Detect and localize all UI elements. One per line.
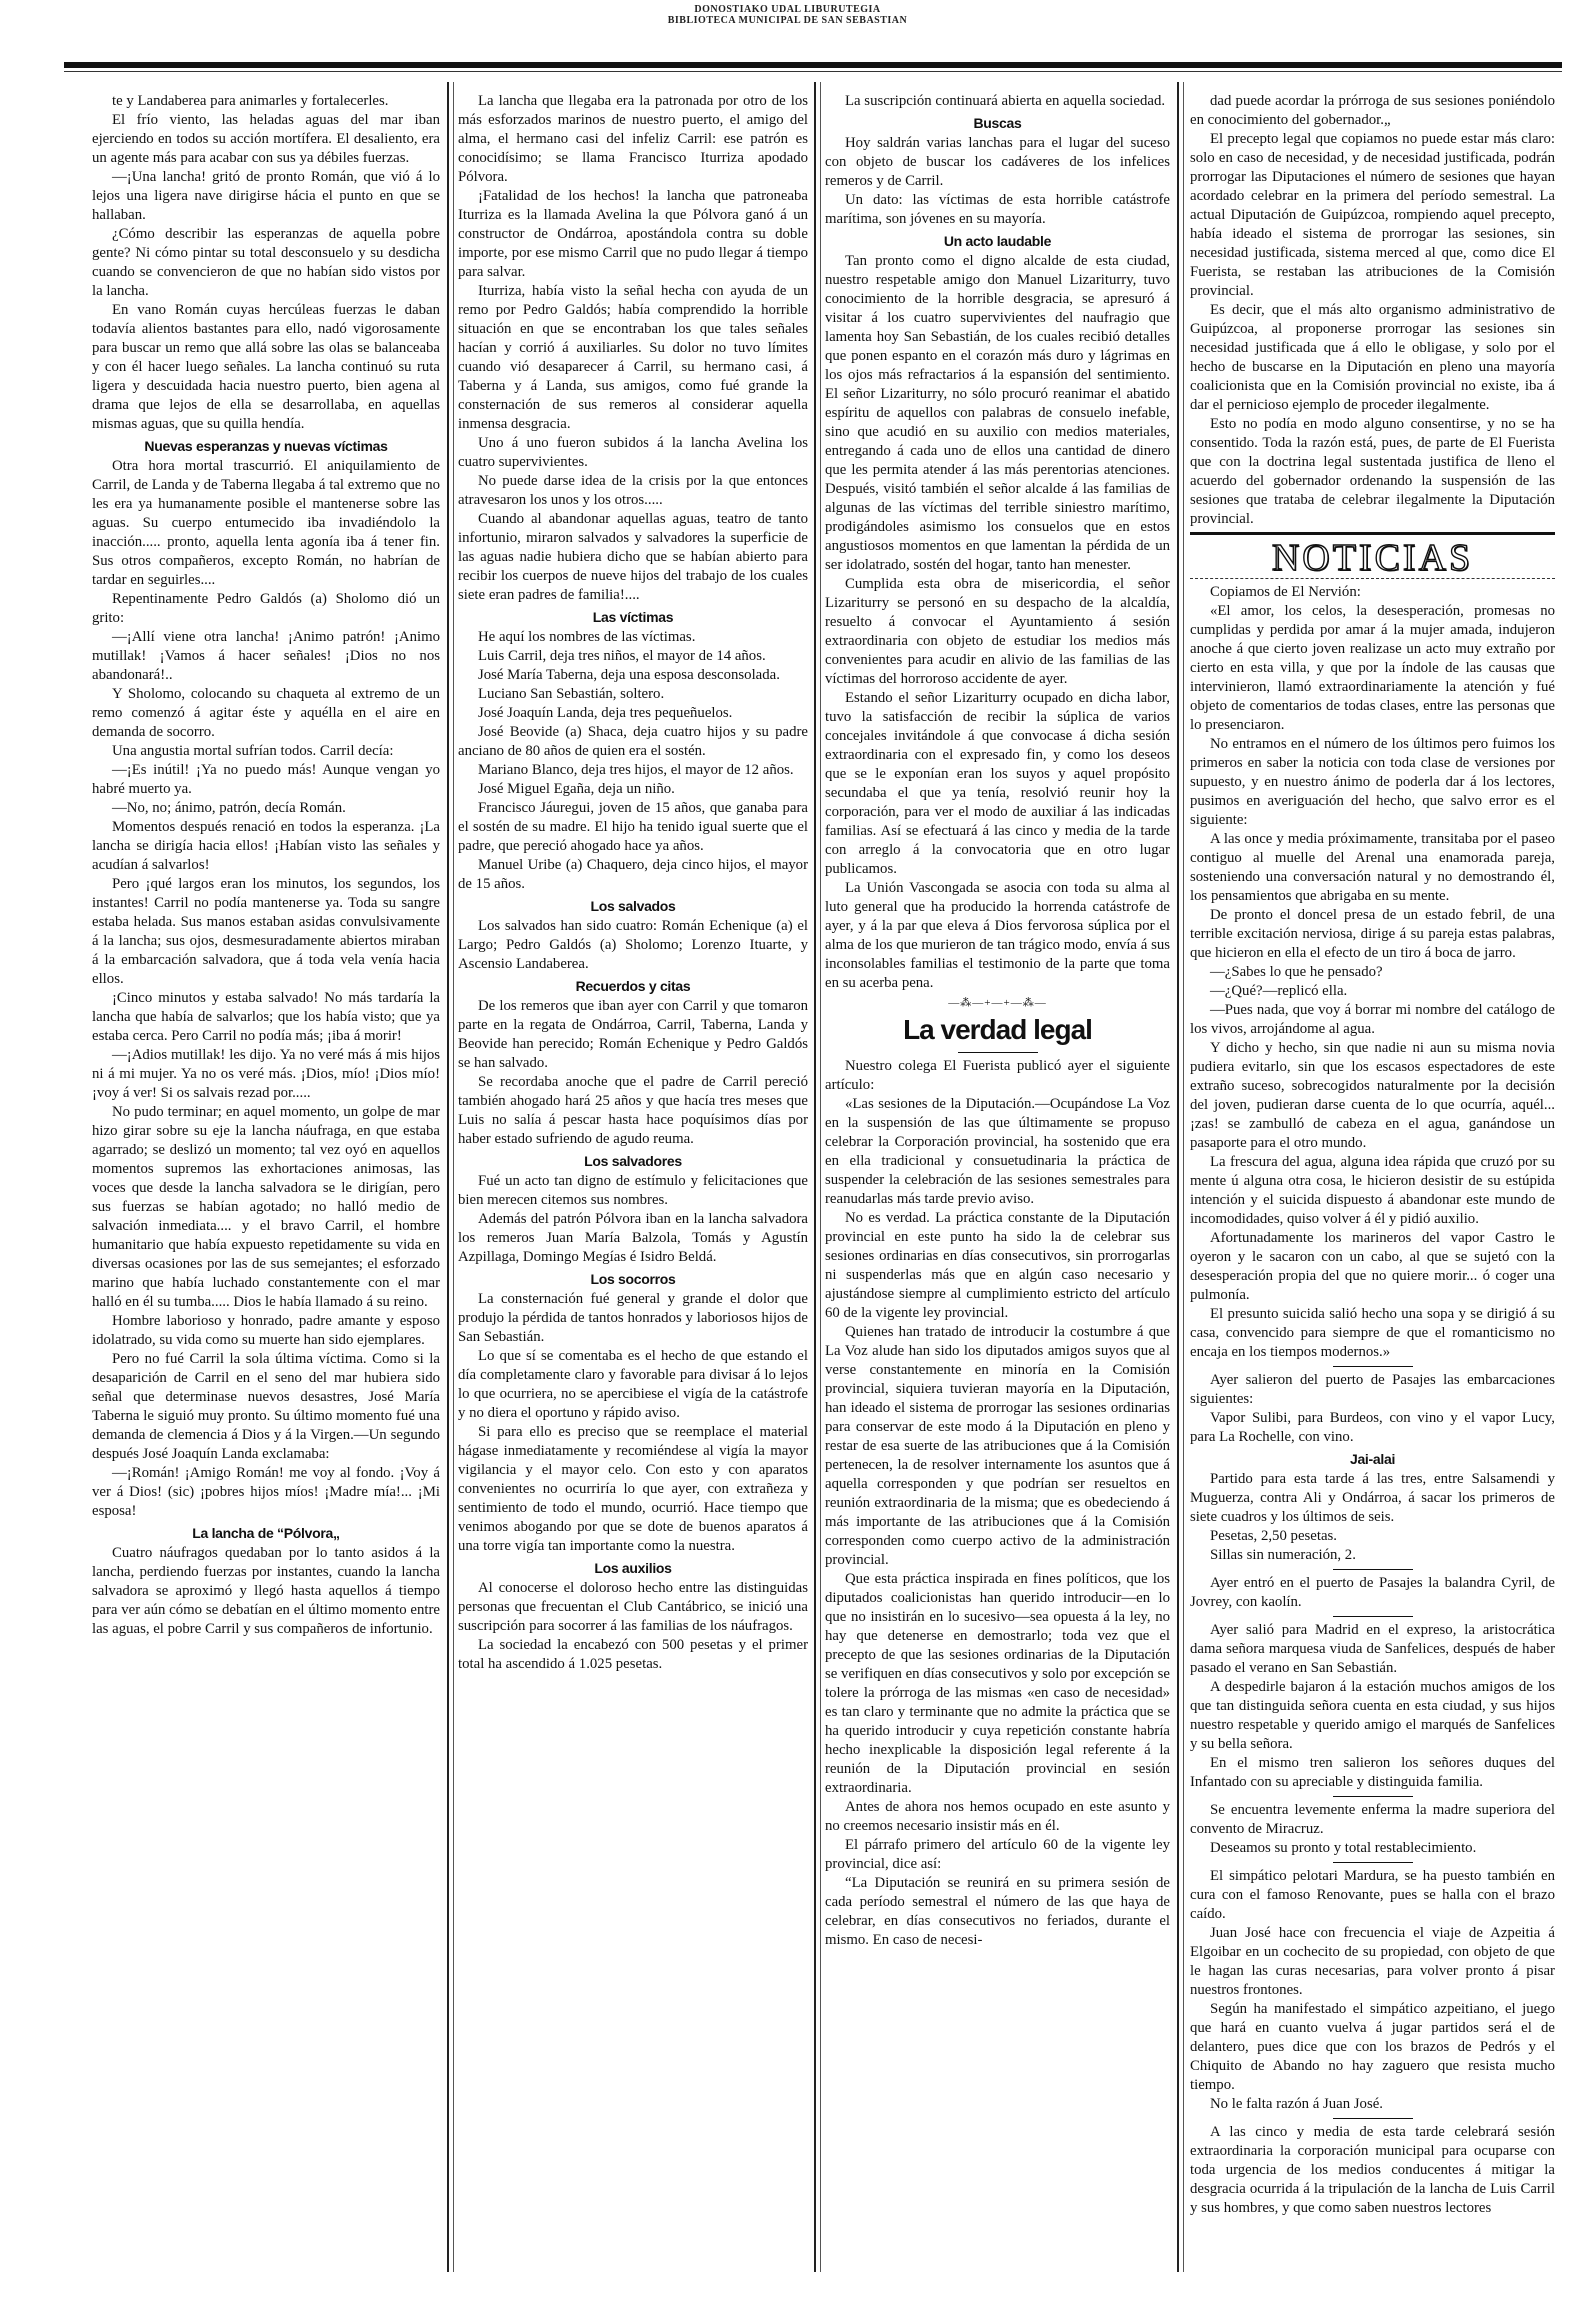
paragraph: El simpático pelotari Mardura, se ha puesto también en cura con el famoso Renovante, pues se halla con el brazo caído. xyxy=(1190,1868,1555,1922)
section-heading: Nuevas esperanzas y nuevas víctimas xyxy=(144,438,388,454)
separator-rule xyxy=(1333,1366,1413,1367)
section-title-noticias: NOTICIAS xyxy=(1190,532,1555,579)
paragraph: De pronto el doncel presa de un estado febril, de una terrible excitación nerviosa, dirige á su pareja estas palabras, que hicieron en ella el efecto de un tiro á boca de jarro. xyxy=(1190,907,1555,961)
paragraph: Pero ¡qué largos eran los minutos, los segundos, los instantes! Carril no podía mantenerse ya. Toda su sangre estaba helada. Sus manos estaban asidas convulsivamente á la lancha; sus ojos, desmesuradamente abiertos miraban á la embarcación salvadora, que á toda vela venía hacia ellos. xyxy=(92,876,440,987)
paragraph: Y Sholomo, colocando su chaqueta al extremo de un remo comenzó á agitar éste y aquélla en el aire en demanda de socorro. xyxy=(92,686,440,740)
paragraph: Fué un acto tan digno de estímulo y felicitaciones que bien merecen citemos sus nombres. xyxy=(458,1173,808,1208)
paragraph: Estando el señor Lizariturry ocupado en dicha labor, tuvo la satisfacción de recibir la súplica de varios concejales invitándole á que convocase á dicha sesión extraordinaria con el expresado fin, y como los deseos que se le exponían eran los suyos y aquel propósito secundaba el que ya tenía, resolvió reunir hoy la corporación, para ver el modo de auxiliar á las indicadas familias. Así se efectuará á las cinco y media de la tarde con arreglo á la convocatoria que en otro lugar publicamos. xyxy=(825,690,1170,877)
paragraph: —¿Sabes lo que he pensado? xyxy=(1210,964,1383,980)
paragraph: José Miguel Egaña, deja un niño. xyxy=(478,781,675,797)
paragraph: Francisco Jáuregui, joven de 15 años, que ganaba para el sostén de su madre. El hijo ha tenido igual suerte que el padre, que pereció ahogado hace ya años. xyxy=(458,800,808,854)
section-heading: Buscas xyxy=(973,115,1022,131)
paragraph: Pesetas, 2,50 pesetas. xyxy=(1210,1528,1337,1544)
paragraph: Afortunadamente los marineros del vapor Castro le oyeron y le sacaron con un cabo, al que se sujetó con la desesperación propia del que no quiere morir... ó coger una pulmonía. xyxy=(1190,1230,1555,1303)
paragraph: José Joaquín Landa, deja tres pequeñuelos. xyxy=(478,705,733,721)
paragraph: El precepto legal que copiamos no puede estar más claro: solo en caso de necesidad, y de necesidad justificada, podrán prorrogar las Diputaciones el número de sesiones que hayan acordado celebrar en la primera del período semestral. La actual Diputación de Guipúzcoa, rompiendo aquel precepto, había ideado el sistema de prorrogar las sesiones, sin necesidad justificada, sistema merced al que, como dice El Fuerista, se restaban las atribuciones de la Comisión provincial. xyxy=(1190,131,1555,299)
separator-rule xyxy=(1333,1796,1413,1797)
paragraph: Además del patrón Pólvora iban en la lancha salvadora los remeros Juan María Balzola, Tomás y Agustín Azpillaga, Domingo Megías é Isidro Beldá. xyxy=(458,1211,808,1265)
paragraph: Antes de ahora nos hemos ocupado en este asunto y no creemos necesario insistir más en él. xyxy=(825,1799,1170,1834)
paragraph: Según ha manifestado el simpático azpeitiano, el juego que hará en cuanto vuelva á jugar partidos será el de delantero, pues dice que con los brazos de Pedrós y el Chiquito de Abando no hay zaguero que resista mucho tiempo. xyxy=(1190,2001,1555,2093)
paragraph: Sillas sin numeración, 2. xyxy=(1210,1547,1356,1563)
paragraph: Cuatro náufragos quedaban por lo tanto asidos á la lancha, perdiendo fuerzas por instantes, cuando la lancha salvadora se aproximó y llegó hasta aquellos á tiempo para ver aún cómo se debatían en el último momento entre las aguas, el pobre Carril y sus compañeros de infortunio. xyxy=(92,1545,440,1637)
paragraph: Tan pronto como el digno alcalde de esta ciudad, nuestro respetable amigo don Manuel Lizariturry, tuvo conocimiento de la horrible desgracia, se apresuró á visitar á los cuatro supervivientes del naufragio que lamenta hoy San Sebastián, de los cuales recibió detalles que ponen espanto en el corazón más duro y lágrimas en los ojos más refractarios á la espansión del sentimiento. El señor Lizariturry, no sólo procuró reanimar el abatido espíritu de aquellos con palabras de consuelo inefable, sino que acudió en su auxilio con medios materiales, entregando á cada uno de ellos una cantidad de dinero que les permita atender á las más perentorias atenciones. Después, visitó también el señor alcalde á las familias de algunas de las víctimas del terrible siniestro marítimo, prodigándoles asimismo los consuelos que en estos angustiosos momentos en que lamentan la pérdida de un ser idolatrado, sostén del hogar, tanto han menester. xyxy=(825,253,1170,573)
paragraph: Que esta práctica inspirada en fines políticos, que los diputados coalicionistas han querido introducir—en lo que no insistirán en lo sucesivo—sea opuesta á la ley, no hay que detenerse en demostrarlo; toda vez que el precepto de que las sesiones ordinarias de la Diputación se verifiquen en días consecutivos y solo por excepción se tolere la prórroga de las mismas «en caso de necesidad» es tan claro y terminante que no admite la práctica que se ha querido introducir y cuya repetición constante habría hecho inexplicable la disposición legal referente á la reunión de la Diputación provincial en sesión extraordinaria. xyxy=(825,1571,1170,1796)
paragraph: La consternación fué general y grande el dolor que produjo la pérdida de tantos honrados y laboriosos hijos de San Sebastián. xyxy=(458,1291,808,1345)
paragraph: Ayer salieron del puerto de Pasajes las embarcaciones siguientes: xyxy=(1190,1372,1555,1407)
paragraph: Y dicho y hecho, sin que nadie ni aun su misma novia pudiera evitarlo, sin que los escasos espectadores de este extraño suceso, sobrecogidos naturalmente por la decisión del joven, pudieran darse cuenta de lo que ocurría, aquél... ¡zas! se zambulló de cabeza en el agua, ganándose un pasaporte para el otro mundo. xyxy=(1190,1040,1555,1151)
paragraph: —Pues nada, que voy á borrar mi nombre del catálogo de los vivos, arrojándome al agua. xyxy=(1190,1002,1555,1037)
paragraph: Repentinamente Pedro Galdós (a) Sholomo dió un grito: xyxy=(92,591,440,626)
paragraph: No pudo terminar; en aquel momento, un golpe de mar hizo girar sobre su eje la lancha náufraga, en que estaba agarrado; se deslizó un momento; tal vez oyó en aquellos momentos supremos las exhortaciones animosas, las voces que desde la lancha salvadora se le dirigían, pero sus fuerzas se habían agotado; no halló medio de salvación inmediata.... y el bravo Carril, el hombre humanitario que había expuesto repetidamente su vida en diversas ocasiones por las de sus semejantes; el esforzado marino que había luchado constantemente con el mar halló en él su tumba..... Dios le había llamado á su reino. xyxy=(92,1104,440,1310)
paragraph: Es decir, que el más alto organismo administrativo de Guipúzcoa, al proponerse prorrogar las sesiones sin necesidad justificada que á ello le obligase, y solo por el hecho de buscarse en la Diputación en pleno una mayoría coalicionista que en la Comisión provincial no existe, iba á dar el pernicioso ejemplo de proceder ilegalmente. xyxy=(1190,302,1555,413)
paragraph: Se encuentra levemente enferma la madre superiora del convento de Miracruz. xyxy=(1190,1802,1555,1837)
paragraph: ¡Cinco minutos y estaba salvado! No más tardaría la lancha que había de salvarlos; que los había visto; que ya estaba cerca. Pero Carril no podía más; ¡iba á morir! xyxy=(92,990,440,1044)
paragraph: La Unión Vascongada se asocia con toda su alma al luto general que ha producido la horrenda catástrofe de ayer, y á la par que eleva á Dios fervorosa súplica por el alma de los que murieron de tan trágico modo, envía á sus inconsolables familias el testimonio de la parte que toma en su acerba pena. xyxy=(825,880,1170,991)
paragraph: «El amor, los celos, la desesperación, promesas no cumplidas y perdida por amar á la mujer amada, indujeron anoche á que cierto joven realizase un acto muy extraño por cierto en esta villa, y que por la índole de las causas que intervinieron, llamó extraordinariamente la atención y fué objeto de comentarios de todas clases, entre las personas que lo presenciaron. xyxy=(1190,603,1555,733)
separator-rule xyxy=(1333,1569,1413,1570)
paragraph: Ayer entró en el puerto de Pasajes la balandra Cyril, de Jovrey, con kaolín. xyxy=(1190,1575,1555,1610)
paragraph: Lo que sí se comentaba es el hecho de que estando el día completamente claro y favorable para divisar á lo lejos lo que ocurriera, no se apercibiese el vigía de la catástrofe y no diera el oportuno y rápido aviso. xyxy=(458,1348,808,1421)
separator-rule xyxy=(958,1052,1038,1053)
paragraph: —¡Una lancha! gritó de pronto Román, que vió á lo lejos una ligera nave dirigirse hácia el punto en que se hallaban. xyxy=(92,169,440,223)
library-stamp xyxy=(0,4,1575,26)
paragraph: Nuestro colega El Fuerista publicó ayer el siguiente artículo: xyxy=(825,1058,1170,1093)
paragraph: De los remeros que iban ayer con Carril y que tomaron parte en la regata de Ondárroa, Carril, Taberna, Landa y Beovide han perecido; Román Echenique y Pedro Galdós se han salvado. xyxy=(458,998,808,1071)
section-heading: Recuerdos y citas xyxy=(575,978,691,994)
paragraph: José Beovide (a) Shaca, deja cuatro hijos y su padre anciano de 80 años de quien era el sostén. xyxy=(458,724,808,759)
paragraph: A las once y media próximamente, transitaba por el paseo contiguo al muelle del Arenal una enamorada pareja, sosteniendo una conversación natural y no demostrando él, los pensamientos que abrigaba en su mente. xyxy=(1190,831,1555,904)
ornament-rule: —⁂—+—+—⁂— xyxy=(948,997,1047,1009)
paragraph: Se recordaba anoche que el padre de Carril pereció también ahogado hará 25 años y que hacía tres meses que Luis no salía á pescar hasta hace poquísimos días por haber estado sufriendo de agudo reuma. xyxy=(458,1074,808,1147)
paragraph: El presunto suicida salió hecho una sopa y se dirigió á su casa, convencido para siempre de que el romanticismo no encaja en los tiempos modernos.» xyxy=(1190,1306,1555,1360)
paragraph: dad puede acordar la prórroga de sus sesiones poniéndolo en conocimiento del gobernador.„ xyxy=(1190,93,1555,128)
paragraph: Al conocerse el doloroso hecho entre las distinguidas personas que frecuentan el Club Cantábrico, se inició una suscripción para socorrer á las familias de los náufragos. xyxy=(458,1580,808,1634)
paragraph: Pero no fué Carril la sola última víctima. Como si la desaparición de Carril en el seno del mar hubiera sido señal que determinase nuevos desastres, José María Taberna le siguió muy pronto. Su último momento fué una demanda de clemencia á Dios y á la Virgen.—Un segundo después José Joaquín Landa exclamaba: xyxy=(92,1351,440,1462)
library-name-spanish: BIBLIOTECA MUNICIPAL DE SAN SEBASTIAN xyxy=(667,15,908,26)
paragraph: Iturriza, había visto la señal hecha con ayuda de un remo por Pedro Galdós; había comprendido la horrible situación en que se encontraban los que tales señales hacían y corrió á auxiliarles. Su dolor no tuvo límites cuando vió desaparecer á Carril, su hermano casi, á Taberna y á Landa, sus amigos, como fué grande la consternación de sus remeros al considerar aquella inmensa desgracia. xyxy=(458,283,808,432)
paragraph: —¡Román! ¡Amigo Román! me voy al fondo. ¡Voy á ver á Dios! (sic) ¡pobres hijos míos! ¡Madre mía!... ¡Mi esposa! xyxy=(92,1465,440,1519)
paragraph: Partido para esta tarde á las tres, entre Salsamendi y Muguerza, contra Ali y Ondárroa, á sacar los primeros de siete cuadros y los últimos de seis. xyxy=(1190,1471,1555,1525)
paragraph: —¡Es inútil! ¡Ya no puedo más! Aunque vengan yo habré muerto ya. xyxy=(92,762,440,797)
separator-rule xyxy=(1333,2118,1413,2119)
paragraph: Uno á uno fueron subidos á la lancha Avelina los cuatro supervivientes. xyxy=(458,435,808,470)
paragraph: La sociedad la encabezó con 500 pesetas y el primer total ha ascendido á 1.025 pesetas. xyxy=(458,1637,808,1672)
paragraph: —¡Adios mutillak! les dijo. Ya no veré más á mis hijos ni á mi mujer. Ya no os veré más. ¡Dios, mío! ¡Dios mío! ¡voy á ver! Si os salvais rezad por..... xyxy=(92,1047,440,1101)
section-heading: Los auxilios xyxy=(594,1560,672,1576)
section-heading: Un acto laudable xyxy=(943,233,1052,249)
paragraph: La lancha que llegaba era la patronada por otro de los más esforzados marinos de nuestro puerto, el amigo del alma, el hermano casi del infeliz Carril: ese patrón es conocidísimo; se llama Francisco Iturriza apodado Pólvora. xyxy=(458,93,808,185)
section-heading: La lancha de “Pólvora„ xyxy=(192,1525,340,1541)
paragraph: El párrafo primero del artículo 60 de la vigente ley provincial, dice así: xyxy=(825,1837,1170,1872)
paragraph: Un dato: las víctimas de esta horrible catástrofe marítima, son jóvenes en su mayoría. xyxy=(825,192,1170,227)
paragraph: En el mismo tren salieron los señores duques del Infantado con su apreciable y distinguida familia. xyxy=(1190,1755,1555,1790)
paragraph: Hoy saldrán varias lanchas para el lugar del suceso con objeto de buscar los cadáveres de los infelices remeros y de Carril. xyxy=(825,135,1170,189)
top-rule xyxy=(64,62,1562,68)
section-heading: Los socorros xyxy=(590,1271,676,1287)
paragraph: Vapor Sulibi, para Burdeos, con vino y el vapor Lucy, para La Rochelle, con vino. xyxy=(1190,1410,1555,1445)
column-4 xyxy=(1190,92,1555,2218)
paragraph: Hombre laborioso y honrado, padre amante y esposo idolatrado, su vida como su muerte han sido ejemplares. xyxy=(92,1313,440,1348)
paragraph: Quienes han tratado de introducir la costumbre á que La Voz alude han sido los diputados amigos suyos que al verse constantemente en minoría en la Comisión provincial, siquiera tuvieran mayoría en la Diputación, han ideado el sistema de prorrogar las sesiones ordinarias para conservar de este modo á la Diputación en pleno y restar de esa suerte de las atribuciones que á la Comisión pertenecen, la de resolver internamente los asuntos que á aquella corresponden y que podrían ser resueltos en reunión extraordinaria de la misma; que es obedeciendo á más importante de las atribuciones que á la Comisión corresponden como cuerpo activo de la administración provincial. xyxy=(825,1324,1170,1568)
paragraph: No es verdad. La práctica constante de la Diputación provincial en este punto ha sido la de celebrar sus sesiones ordinarias en días consecutivos, sin prorrogarlas ni suspenderlas más que en algún caso necesario y ajustándose siempre al cumplimiento estricto del artículo 60 de la vigente ley provincial. xyxy=(825,1210,1170,1321)
section-heading: Jai-alai xyxy=(1349,1451,1396,1467)
section-heading: Las víctimas xyxy=(592,609,674,625)
section-heading: Los salvados xyxy=(590,898,676,914)
column-2 xyxy=(458,92,808,1674)
paragraph: Manuel Uribe (a) Chaquero, deja cinco hijos, el mayor de 15 años. xyxy=(458,857,808,892)
column-divider xyxy=(447,82,454,2272)
separator-rule xyxy=(1333,1616,1413,1617)
paragraph: Otra hora mortal trascurrió. El aniquilamiento de Carril, de Landa y de Taberna llegaba á tal extremo que no les era ya humanamente posible el mantenerse sobre las aguas. Su cuerpo entumecido iba invadiéndolo la inacción..... pronto, aquella lenta agonía iba á tener fin. Sus otros compañeros, excepto Román, no habrían de tardar en seguirles.... xyxy=(92,458,440,588)
column-3 xyxy=(825,92,1170,1950)
paragraph: Deseamos su pronto y total restablecimiento. xyxy=(1210,1840,1477,1856)
paragraph: Momentos después renació en todos la esperanza. ¡La lancha se dirigía hacia ellos! ¡Habían visto las señales y acudían á salvarlos! xyxy=(92,819,440,873)
article-headline: La verdad legal xyxy=(903,1014,1092,1045)
paragraph: En vano Román cuyas hercúleas fuerzas le daban todavía alientos bastantes para ello, nadó vigorosamente para buscar un remo que allá sobre las olas se balanceaba y con él hacer luego señales. La lancha continuó su ruta ligera y descuidada hacia nuestro puerto, bien agena al drama que lejos de ella se desarrollaba, en aquellas mismas aguas, que su quilla hendía. xyxy=(92,302,440,432)
paragraph: Si para ello es preciso que se reemplace el material hágase inmediatamente y recomiéndese al vigía la mayor vigilancia y el mayor celo. Con esto y con aparatos convenientes no ocurriría lo que ayer, con extrañeza y sentimiento de todo el mundo, ocurrió. Hace tiempo que venimos abogando por que se dote de buenos aparatos á una torre vigía tan importante como la nuestra. xyxy=(458,1424,808,1554)
paragraph: La suscripción continuará abierta en aquella sociedad. xyxy=(845,93,1166,109)
paragraph: “La Diputación se reunirá en su primera sesión de cada período semestral el número de las que haya de celebrar, en días consecutivos no feriados, durante el mismo. En caso de necesi- xyxy=(825,1875,1170,1948)
paragraph: te y Landaberea para animarles y fortalecerles. xyxy=(112,93,389,109)
paragraph: He aquí los nombres de las víctimas. xyxy=(478,629,696,645)
section-heading: Los salvadores xyxy=(584,1153,682,1169)
paragraph: «Las sesiones de la Diputación.—Ocupándose La Voz en la suspensión de las que últimamente se propuso celebrar la Corporación provincial, ha sostenido que era en ella tradicional y consuetudinaria la práctica de suspender la celebración de las sesiones semestrales para reanudarlas más tarde previo aviso. xyxy=(825,1096,1170,1207)
paragraph: —¡Allí viene otra lancha! ¡Animo patrón! ¡Animo mutillak! ¡Vamos á hacer señales! ¡Dios no nos abandonará!.. xyxy=(92,629,440,683)
paragraph: Los salvados han sido cuatro: Román Echenique (a) el Largo; Pedro Galdós (a) Sholomo; Lorenzo Ituarte, y Ascensio Landaberea. xyxy=(458,918,808,972)
column-1 xyxy=(92,92,440,1639)
paragraph: —No, no; ánimo, patrón, decía Román. xyxy=(112,800,346,816)
paragraph: Cumplida esta obra de misericordia, el señor Lizariturry se personó en su despacho de la alcaldía, resuelto á convocar el Ayuntamiento á sesión extraordinaria con objeto de estudiar los medios más convenientes para acudir en alivio de las familias de las víctimas del horroroso accidente de ayer. xyxy=(825,576,1170,687)
paragraph: José María Taberna, deja una esposa desconsolada. xyxy=(478,667,780,683)
paragraph: Mariano Blanco, deja tres hijos, el mayor de 12 años. xyxy=(478,762,794,778)
separator-rule xyxy=(1333,1862,1413,1863)
paragraph: ¡Fatalidad de los hechos! la lancha que patroneaba Iturriza es la llamada Avelina la que Pólvora ganó á un constructor de Ondárroa, apostándola contra su doble importe, por ese mismo Carril que no pudo llegar á tiempo para salvar. xyxy=(458,188,808,280)
paragraph: Juan José hace con frecuencia el viaje de Azpeitia á Elgoibar en un cochecito de su propiedad, con objeto de que le hagan las curas necesarias, para volver pronto á pisar nuestros frontones. xyxy=(1190,1925,1555,1998)
paragraph: A despedirle bajaron á la estación muchos amigos de los que tan distinguida señora cuenta en esta ciudad, y sus hijos nuestro respetable y querido amigo el marqués de Sanfelices y su bella señora. xyxy=(1190,1679,1555,1752)
top-rule-thin xyxy=(64,71,1562,72)
paragraph: El frío viento, las heladas aguas del mar iban ejerciendo en todos su acción mortífera. El desaliento, era un agente más para acabar con sus ya débiles fuerzas. xyxy=(92,112,440,166)
paragraph: ¿Cómo describir las esperanzas de aquella pobre gente? Ni cómo pintar su total desconsuelo y su desdicha cuando se convencieron de que no habían sido vistos por la lancha. xyxy=(92,226,440,299)
paragraph: —¿Qué?—replicó ella. xyxy=(1210,983,1348,999)
paragraph: No le falta razón á Juan José. xyxy=(1210,2096,1383,2112)
paragraph: No puede darse idea de la crisis por la que entonces atravesaron los unos y los otros..... xyxy=(458,473,808,508)
paragraph: No entramos en el número de los últimos pero fuimos los primeros en saber la noticia con toda clase de versiones por supuesto, y en nuestro ánimo de poderla dar á los lectores, pusimos en averiguación del hecho, que salvo error es el siguiente: xyxy=(1190,736,1555,828)
paragraph: La frescura del agua, alguna idea rápida que cruzó por su mente ú alguna otra cosa, le hicieron desistir de su estúpida intención y el suicida dispuesto á abandonar este mundo de incomodidades, quiso volver á él y pidió auxilio. xyxy=(1190,1154,1555,1227)
column-divider xyxy=(1177,82,1184,2272)
paragraph: Luciano San Sebastián, soltero. xyxy=(478,686,665,702)
paragraph: Copiamos de El Nervión: xyxy=(1210,584,1361,600)
library-name-basque: DONOSTIAKO UDAL LIBURUTEGIA xyxy=(694,4,881,15)
paragraph: Ayer salió para Madrid en el expreso, la aristocrática dama señora marquesa viuda de Sanfelices, después de haber pasado el verano en San Sebastián. xyxy=(1190,1622,1555,1676)
paragraph: Esto no podía en modo alguno consentirse, y no se ha consentido. Toda la razón está, pues, de parte de El Fuerista que con la doctrina legal sustentada justifica de lleno el acuerdo del gobernador ordenando la suspensión de las sesiones que trataba de celebrar ilegalmente la Diputación provincial. xyxy=(1190,416,1555,527)
column-divider xyxy=(814,82,821,2272)
paragraph: Luis Carril, deja tres niños, el mayor de 14 años. xyxy=(478,648,766,664)
paragraph: Cuando al abandonar aquellas aguas, teatro de tanto infortunio, miraron salvados y salvadores la superficie de las aguas nadie hubiera dicho que se habían abierto para recibir los cuerpos de nueve hijos del trabajo de los cuales siete eran padres de familia!.... xyxy=(458,511,808,603)
paragraph: Una angustia mortal sufrían todos. Carril decía: xyxy=(112,743,394,759)
paragraph: A las cinco y media de esta tarde celebrará sesión extraordinaria la corporación municipal para ocuparse con toda urgencia de los medios conducentes á mitigar la desgracia ocurrida á la tripulación de la lancha de Luis Carril y sus hombres, y que como saben nuestros lectores xyxy=(1190,2124,1555,2216)
